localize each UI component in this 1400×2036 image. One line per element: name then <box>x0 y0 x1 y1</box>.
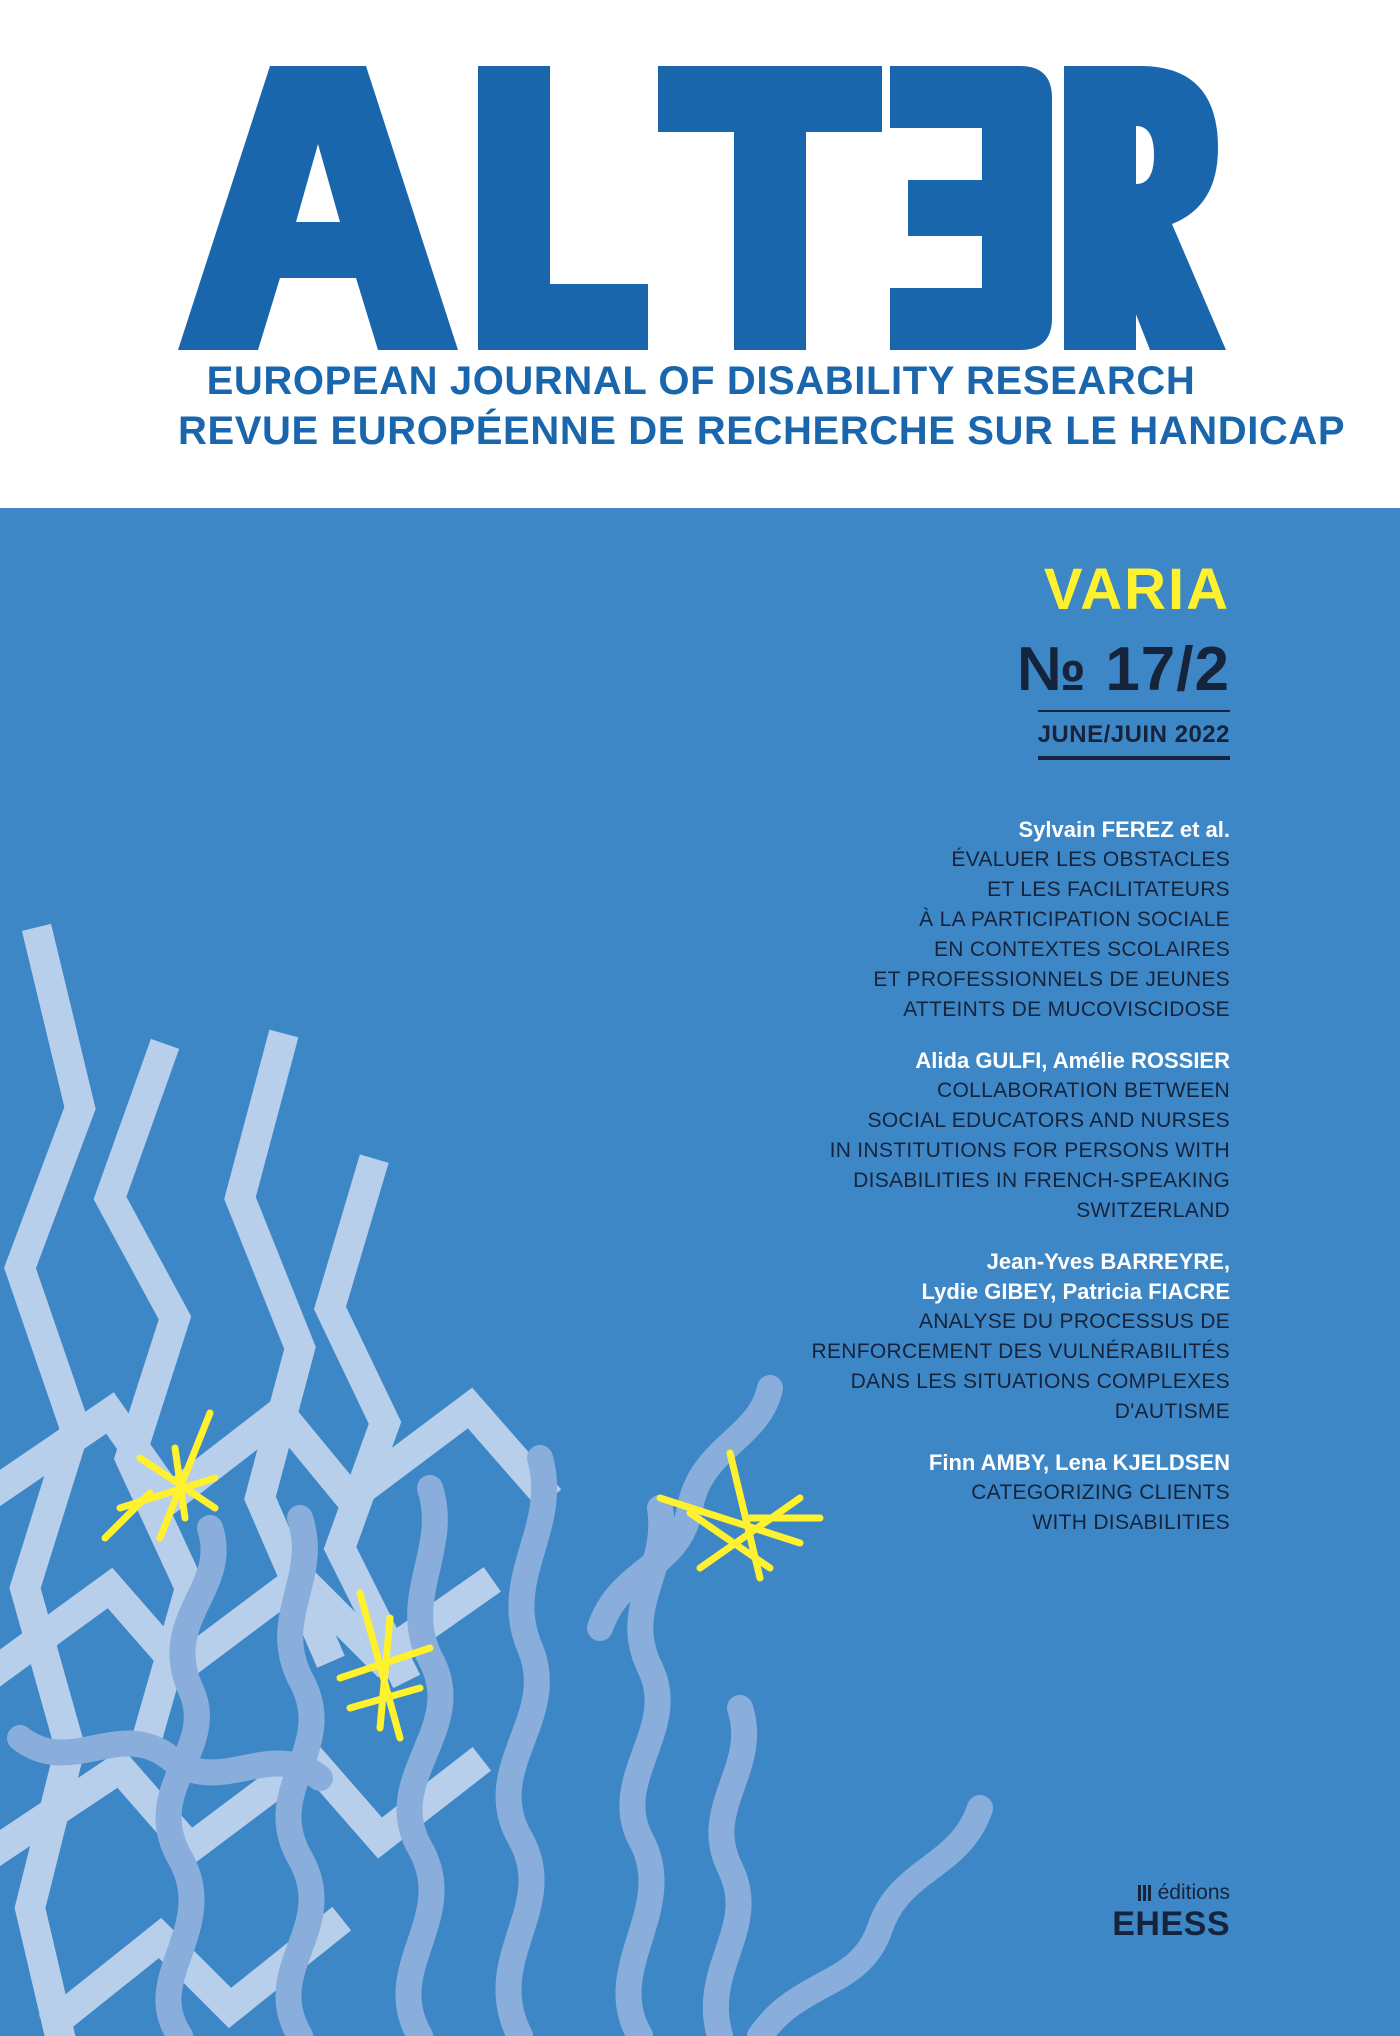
article-authors: Alida GULFI, Amélie ROSSIER <box>915 1048 1230 1073</box>
issue-theme: VARIA <box>1043 557 1230 622</box>
divider <box>1038 756 1230 760</box>
light-zigzag-strand <box>20 942 80 2036</box>
wavy-strand <box>408 1488 440 2036</box>
article-title-line: À LA PARTICIPATION SOCIALE <box>919 908 1230 931</box>
article-title-line: SOCIAL EDUCATORS AND NURSES <box>867 1109 1230 1132</box>
article-title-line: D'AUTISME <box>1114 1400 1230 1423</box>
logo-letter-reversed-e <box>890 66 1052 350</box>
article-authors: Finn AMBY, Lena KJELDSEN <box>928 1450 1230 1475</box>
article-title-line: DANS LES SITUATIONS COMPLEXES <box>850 1370 1230 1393</box>
article-title-line: CATEGORIZING CLIENTS <box>971 1481 1230 1504</box>
article-title-line: DISABILITIES IN FRENCH-SPEAKING <box>853 1169 1230 1192</box>
wavy-strand <box>716 1708 744 2036</box>
article-title-line: WITH DISABILITIES <box>1032 1511 1230 1534</box>
masthead <box>0 0 1400 508</box>
publisher-logo <box>1112 1880 1230 1942</box>
article-title-line: ET LES FACILITATEURS <box>987 878 1230 901</box>
article-entry <box>630 815 1230 1025</box>
publisher-editions: éditions <box>1157 1881 1230 1904</box>
article-title-line: ATTEINTS DE MUCOVISCIDOSE <box>903 998 1230 1021</box>
issue-number: № 17/2 <box>1016 635 1230 704</box>
logo-letter-t <box>658 66 882 350</box>
journal-subtitle-french: REVUE EUROPÉENNE DE RECHERCHE SUR LE HANDICAP <box>178 409 1346 453</box>
divider <box>1038 710 1230 712</box>
light-zigzag-strand <box>330 1173 400 1668</box>
article-authors: Jean-Yves BARREYRE, <box>986 1249 1230 1274</box>
article-title-line: RENFORCEMENT DES VULNÉRABILITÉS <box>811 1340 1230 1363</box>
journal-subtitle-english: EUROPEAN JOURNAL OF DISABILITY RESEARCH <box>206 359 1196 403</box>
editions-bars-icon <box>1138 1885 1152 1901</box>
article-authors: Lydie GIBEY, Patricia FIACRE <box>921 1279 1230 1304</box>
wavy-strand <box>508 1458 544 2036</box>
cover-body <box>0 508 1400 2036</box>
journal-logo <box>178 66 1226 350</box>
publisher-name: EHESS <box>1112 1905 1230 1943</box>
article-title-line: IN INSTITUTIONS FOR PERSONS WITH <box>829 1139 1230 1162</box>
article-title-line: SWITZERLAND <box>1076 1199 1230 1222</box>
logo-letter-l <box>478 66 648 350</box>
logo-letter-a <box>178 66 458 350</box>
article-title-line: COLLABORATION BETWEEN <box>937 1079 1230 1102</box>
article-title-line: ET PROFESSIONNELS DE JEUNES <box>873 968 1230 991</box>
article-authors: Sylvain FEREZ et al. <box>1018 817 1230 842</box>
article-title-line: EN CONTEXTES SCOLAIRES <box>934 938 1230 961</box>
article-title-line: ANALYSE DU PROCESSUS DE <box>918 1310 1230 1333</box>
wavy-strand <box>760 1808 980 2036</box>
article-entry <box>630 1448 1230 1538</box>
table-of-contents <box>630 815 1230 1559</box>
article-title-line: ÉVALUER LES OBSTACLES <box>951 848 1230 871</box>
article-entry <box>630 1247 1230 1427</box>
logo-letter-r <box>1064 66 1226 350</box>
article-entry <box>630 1046 1230 1226</box>
issue-date: JUNE/JUIN 2022 <box>1037 721 1230 748</box>
